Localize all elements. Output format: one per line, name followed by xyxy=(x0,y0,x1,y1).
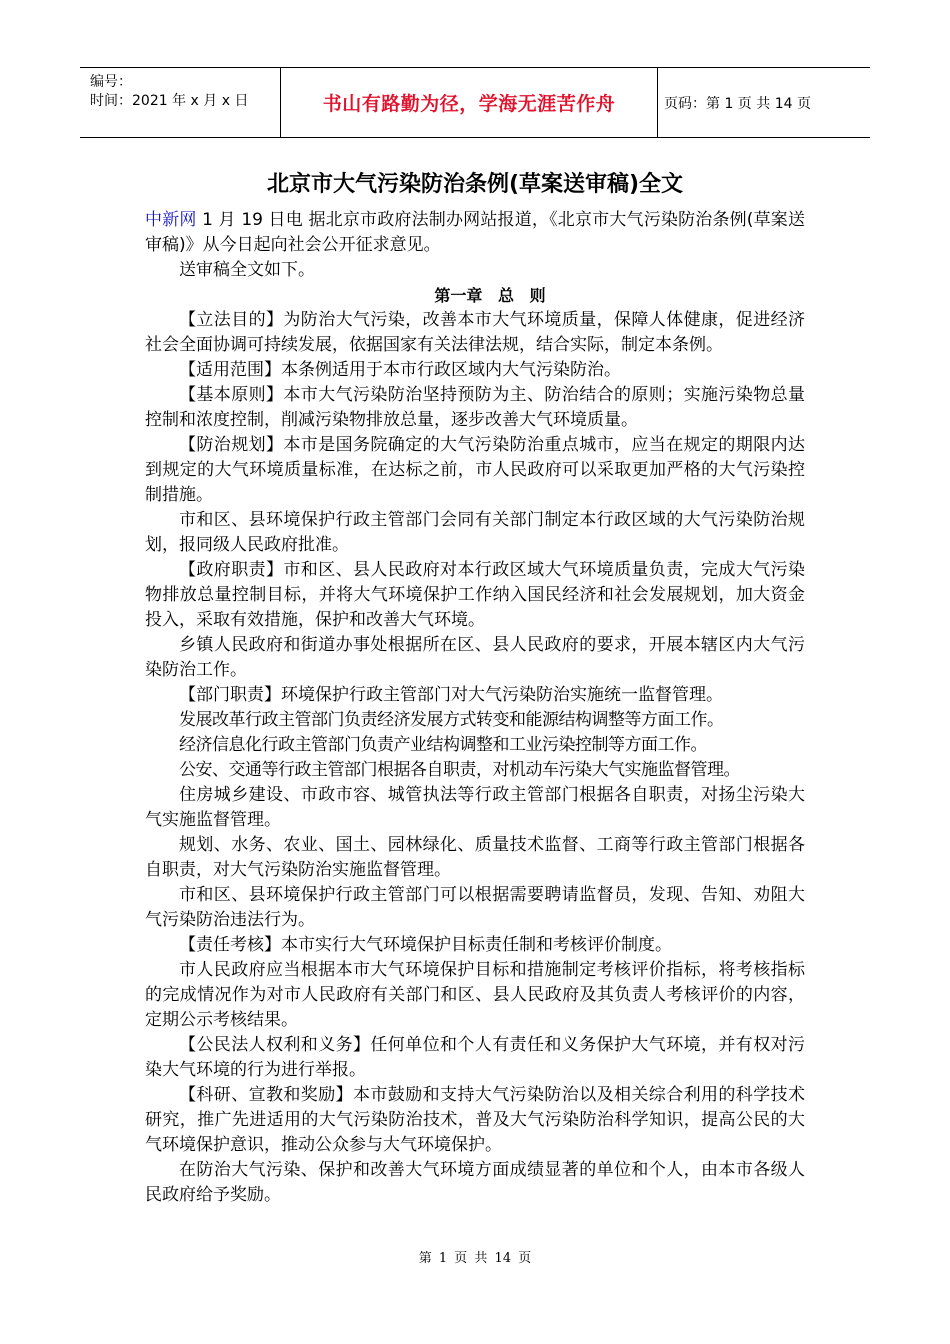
article-paragraph: 乡镇人民政府和街道办事处根据所在区、县人民政府的要求，开展本辖区内大气污染防治工作。 xyxy=(145,635,805,680)
page-footer: 第 1 页 共 14 页 xyxy=(418,1251,532,1266)
article-paragraph: 【适用范围】本条例适用于本市行政区域内大气污染防治。 xyxy=(179,360,621,380)
header-page-cell xyxy=(658,68,870,137)
document-number-label: 编号： xyxy=(90,74,132,90)
lead-paragraph: 送审稿全文如下。 xyxy=(179,260,315,280)
source-link[interactable]: 中新网 xyxy=(145,210,197,230)
intro-text: 1 月 19 日电 据北京市政府法制办网站报道，《北京市大气污染防治条例(草案送审稿)》从今日起向社会公开征求意见。 xyxy=(145,210,805,255)
intro-paragraph xyxy=(145,208,805,258)
article-paragraph: 【公民法人权利和义务】任何单位和个人有责任和义务保护大气环境，并有权对污染大气环境的行为进行举报。 xyxy=(145,1035,805,1080)
article-paragraph: 发展改革行政主管部门负责经济发展方式转变和能源结构调整等方面工作。 xyxy=(179,710,724,730)
article-paragraph: 【立法目的】为防治大气污染，改善本市大气环境质量，保障人体健康，促进经济社会全面协调可持续发展，依据国家有关法律法规，结合实际，制定本条例。 xyxy=(145,310,805,355)
article-paragraph: 住房城乡建设、市政市容、城管执法等行政主管部门根据各自职责，对扬尘污染大气实施监督管理。 xyxy=(145,785,805,830)
article-paragraph: 经济信息化行政主管部门负责产业结构调整和工业污染控制等方面工作。 xyxy=(179,735,707,755)
article-paragraph: 【基本原则】本市大气污染防治坚持预防为主、防治结合的原则；实施污染物总量控制和浓度控制，削减污染物排放总量，逐步改善大气环境质量。 xyxy=(145,385,805,430)
article-paragraph: 市和区、县环境保护行政主管部门会同有关部门制定本行政区域的大气污染防治规划，报同级人民政府批准。 xyxy=(145,510,805,555)
article-paragraph: 【部门职责】环境保护行政主管部门对大气污染防治实施统一监督管理。 xyxy=(179,685,723,705)
article-paragraph: 规划、水务、农业、国土、园林绿化、质量技术监督、工商等行政主管部门根据各自职责，对大气污染防治实施监督管理。 xyxy=(145,835,805,880)
article-paragraph: 在防治大气污染、保护和改善大气环境方面成绩显著的单位和个人，由本市各级人民政府给予奖励。 xyxy=(145,1160,805,1205)
article-paragraph: 【科研、宣教和奖励】本市鼓励和支持大气污染防治以及相关综合利用的科学技术研究，推广先进适用的大气污染防治技术，普及大气污染防治科学知识，提高公民的大气环境保护意识，推动公众参与大气环境保护。 xyxy=(145,1085,805,1155)
article-paragraph: 【防治规划】本市是国务院确定的大气污染防治重点城市，应当在规定的期限内达到规定的大气环境质量标准，在达标之前，市人民政府可以采取更加严格的大气污染控制措施。 xyxy=(145,435,805,505)
document-body xyxy=(145,208,805,1208)
page-header xyxy=(80,67,870,138)
article-paragraph: 市人民政府应当根据本市大气环境保护目标和措施制定考核评价指标，将考核指标的完成情况作为对市人民政府有关部门和区、县人民政府及其负责人考核评价的内容，定期公示考核结果。 xyxy=(145,960,805,1030)
header-motto: 书山有路勤为径，学海无涯苦作舟 xyxy=(322,93,616,115)
article-paragraph: 【责任考核】本市实行大气环境保护目标责任制和考核评价制度。 xyxy=(179,935,672,955)
document-time-label: 时间：2021 年 x 月 x 日 xyxy=(90,93,249,109)
article-paragraph: 市和区、县环境保护行政主管部门可以根据需要聘请监督员，发现、告知、劝阻大气污染防治违法行为。 xyxy=(145,885,805,930)
chapter-title: 第一章 总 则 xyxy=(434,286,546,305)
header-motto-cell xyxy=(281,68,658,137)
header-page-number: 页码：第 1 页 共 14 页 xyxy=(664,95,811,112)
header-meta-cell xyxy=(80,68,281,137)
document-title: 北京市大气污染防治条例(草案送审稿)全文 xyxy=(266,172,684,197)
article-paragraph: 【政府职责】市和区、县人民政府对本行政区域大气环境质量负责，完成大气污染物排放总量控制目标，并将大气环境保护工作纳入国民经济和社会发展规划，加大资金投入，采取有效措施，保护和改善大气环境。 xyxy=(145,560,805,630)
article-paragraph: 公安、交通等行政主管部门根据各自职责，对机动车污染大气实施监督管理。 xyxy=(179,760,740,780)
